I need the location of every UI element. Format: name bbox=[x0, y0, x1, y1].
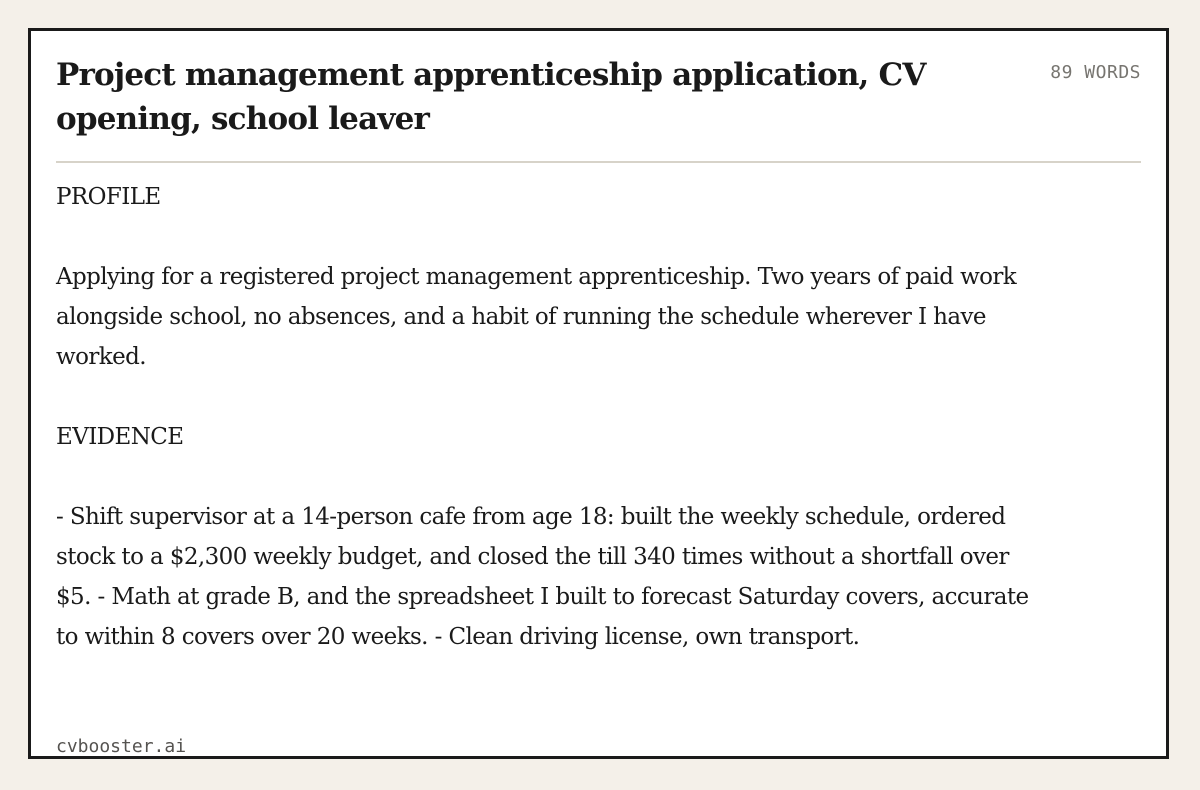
cv-body bbox=[56, 177, 1036, 697]
document-title: Project management apprenticeship application, CV opening, school leaver bbox=[56, 57, 926, 137]
word-count-badge: 89 WORDS bbox=[1050, 62, 1141, 83]
evidence-heading: EVIDENCE bbox=[56, 424, 184, 450]
card-header bbox=[56, 31, 1141, 163]
cv-card bbox=[28, 28, 1169, 759]
evidence-text: - Shift supervisor at a 14-person cafe from age 18: built the weekly schedule, ordered stock to a $2,300 weekly budget, and closed the till 340 times without a shortfall over $5. - Math at grade B, and the spreadsheet I built to forecast Saturday covers, accurate to within 8 covers over 20 weeks. - Clean driving license, own transport. bbox=[56, 504, 1029, 650]
profile-heading: PROFILE bbox=[56, 184, 161, 210]
footer-brand: cvbooster.ai bbox=[56, 736, 187, 757]
profile-text: Applying for a registered project management apprenticeship. Two years of paid work alongside school, no absences, and a habit of running the schedule wherever I have worked. bbox=[56, 264, 1017, 370]
